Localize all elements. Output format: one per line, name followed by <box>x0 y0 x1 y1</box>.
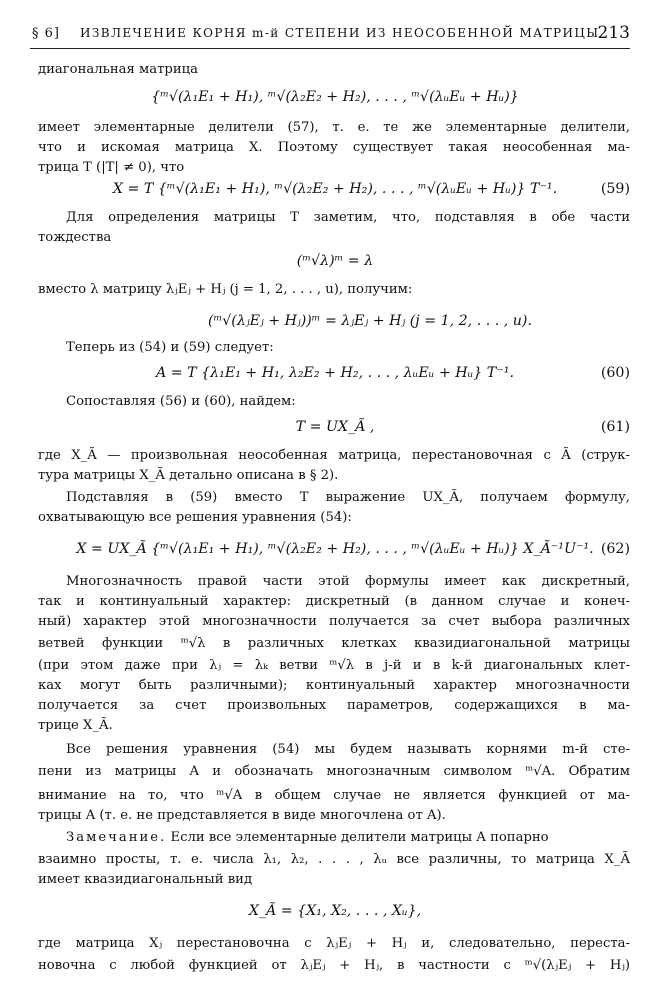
text-line: где X_Ã — произвольная неособенная матрица, перестановочная с Ã (струк- <box>38 448 630 463</box>
text-line: ный) характер этой многозначности получается за счет выбора различных <box>38 614 630 629</box>
section-mark: § 6] <box>32 26 60 41</box>
equation-body: T = UX_Ã , <box>295 419 375 435</box>
text-line: имеет квазидиагональный вид <box>38 872 253 887</box>
formula-diag-roots: {ᵐ√(λ₁E₁ + H₁), ᵐ√(λ₂E₂ + H₂), . . . , ᵐ√(λᵤEᵤ + Hᵤ)} <box>151 89 519 105</box>
text-line: тура матрицы X_Ã детально описана в § 2). <box>38 468 339 483</box>
remark-label: Замечание. <box>66 830 167 845</box>
page-number: 213 <box>597 23 630 43</box>
text-line: трице X_Ã. <box>38 718 113 733</box>
text-line: Подставляя в (59) вместо T выражение UX_Ã, получаем формулу, <box>66 490 630 505</box>
text-line: где матрица Xⱼ перестановочна с λⱼEⱼ + Hⱼ и, следовательно, переста- <box>38 936 630 951</box>
text-line: Для определения матрицы T заметим, что, подставляя в обе части <box>66 210 630 225</box>
text-line: трица T (|T| ≠ 0), что <box>38 160 185 175</box>
text-line: тождества <box>38 230 112 245</box>
equation-60 <box>40 362 630 384</box>
text-line: Сопоставляя (56) и (60), найдем: <box>66 394 296 409</box>
equation-62 <box>40 538 630 560</box>
header-rule <box>30 48 630 49</box>
text-line: вместо λ матрицу λⱼEⱼ + Hⱼ (j = 1, 2, . . . , u), получим: <box>38 282 413 297</box>
equation-number: (60) <box>600 365 630 381</box>
text-line: Все решения уравнения (54) мы будем называть корнями m-й сте- <box>66 742 630 757</box>
text-line: ветвей функции ᵐ√λ в различных клетках квазидиагональной матрицы <box>38 636 630 651</box>
formula-quasidiagonal: X_Ã = {X₁, X₂, . . . , Xᵤ}, <box>248 903 422 919</box>
text-line: диагональная матрица <box>38 62 198 77</box>
equation-61 <box>40 416 630 438</box>
text-line: так и континуальный характер: дискретный (в данном случае и конеч- <box>38 594 630 609</box>
text-line: трицы A (т. е. не представляется в виде многочлена от A). <box>38 808 446 823</box>
equation-body: X = UX_Ã {ᵐ√(λ₁E₁ + H₁), ᵐ√(λ₂E₂ + H₂), . . . , ᵐ√(λᵤEᵤ + Hᵤ)} X_Ã⁻¹U⁻¹. <box>76 541 594 557</box>
text-line: имеет элементарные делители (57), т. е. те же элементарные делители, <box>38 120 630 135</box>
text-line: получается за счет произвольных параметров, содержащихся в ма- <box>38 698 630 713</box>
equation-number: (59) <box>600 181 630 197</box>
text-line: ках могут быть различными); континуальный характер многозначности <box>38 678 630 693</box>
equation-body: X = T {ᵐ√(λ₁E₁ + H₁), ᵐ√(λ₂E₂ + H₂), . . . , ᵐ√(λᵤEᵤ + Hᵤ)} T⁻¹. <box>112 181 558 197</box>
text-line: новочна с любой функцией от λⱼEⱼ + Hⱼ, в частности с ᵐ√(λⱼEⱼ + Hⱼ) <box>38 958 630 973</box>
identity-formula: (ᵐ√λ)ᵐ = λ <box>296 253 374 269</box>
text-line: Многозначность правой части этой формулы имеет как дискретный, <box>66 574 630 589</box>
running-header <box>30 24 630 48</box>
running-title: ИЗВЛЕЧЕНИЕ КОРНЯ m-й СТЕПЕНИ ИЗ НЕОСОБЕННОЙ МАТРИЦЫ <box>80 26 600 40</box>
equation-number: (62) <box>600 541 630 557</box>
remark-line <box>66 828 630 848</box>
equation-body: A = T {λ₁E₁ + H₁, λ₂E₂ + H₂, . . . , λᵤEᵤ + Hᵤ} T⁻¹. <box>156 365 514 381</box>
text-line: пени из матрицы A и обозначать многозначным символом ᵐ√A. Обратим <box>38 764 630 779</box>
formula-root-substitution: (ᵐ√(λⱼEⱼ + Hⱼ))ᵐ = λⱼEⱼ + Hⱼ (j = 1, 2, . . . , u). <box>208 313 532 329</box>
text-line: охватывающую все решения уравнения (54): <box>38 510 352 525</box>
text-line: (при этом даже при λⱼ = λₖ ветви ᵐ√λ в j-й и в k-й диагональных клет- <box>38 658 630 673</box>
text-line: Теперь из (54) и (59) следует: <box>66 340 274 355</box>
remark-text: Если все элементарные делители матрицы A попарно <box>166 830 549 845</box>
text-line: взаимно просты, т. е. числа λ₁, λ₂, . . . , λᵤ все различны, то матрица X_Ã <box>38 852 630 867</box>
equation-number: (61) <box>600 419 630 435</box>
text-line: что и искомая матрица X. Поэтому существует такая неособенная ма- <box>38 140 630 155</box>
equation-59 <box>40 178 630 200</box>
text-line: внимание на то, что ᵐ√A в общем случае не является функцией от ма- <box>38 788 630 803</box>
